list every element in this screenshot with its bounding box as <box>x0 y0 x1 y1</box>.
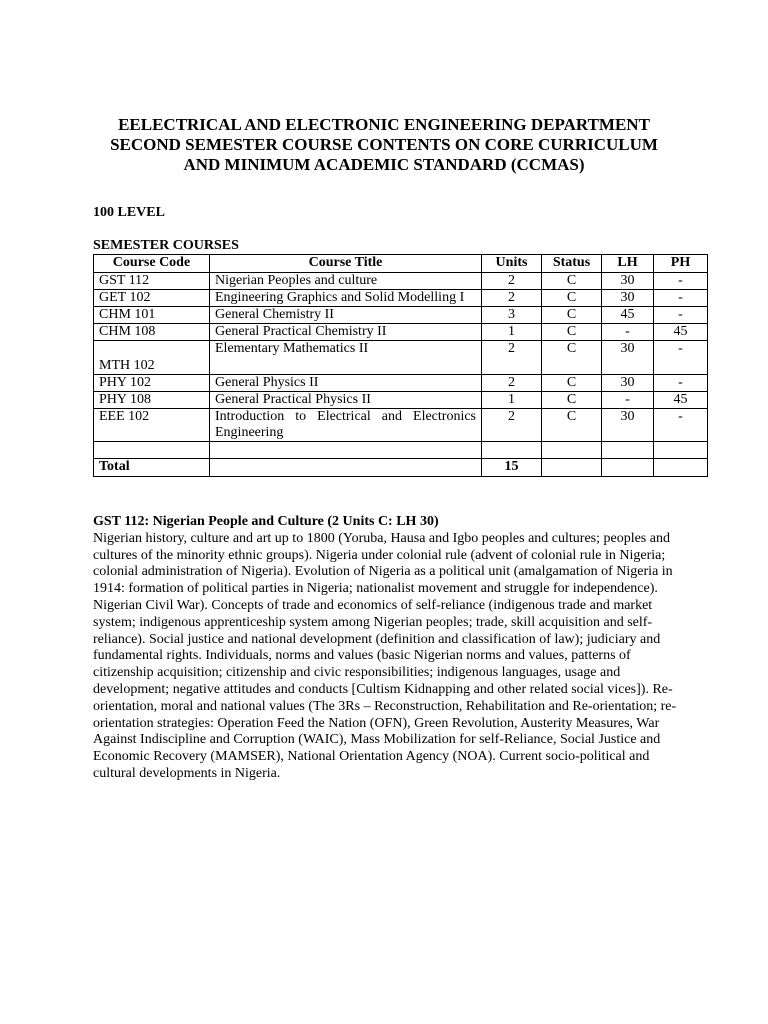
units-cell: 1 <box>482 324 542 341</box>
ph-cell: 45 <box>654 392 708 409</box>
units-cell: 2 <box>482 341 542 375</box>
table-row <box>94 324 708 341</box>
empty-cell <box>94 442 210 459</box>
level-heading: 100 LEVEL <box>93 205 165 220</box>
lh-cell: - <box>602 392 654 409</box>
table-header-row <box>94 255 708 273</box>
course-code-cell: PHY 102 <box>94 375 210 392</box>
units-cell: 1 <box>482 392 542 409</box>
title-line-1: EELECTRICAL AND ELECTRONIC ENGINEERING DEPARTMENT <box>118 115 650 134</box>
course-code-cell: PHY 108 <box>94 392 210 409</box>
table-row <box>94 307 708 324</box>
table-row <box>94 392 708 409</box>
ph-cell: - <box>654 307 708 324</box>
status-cell: C <box>542 307 602 324</box>
empty-cell <box>602 459 654 477</box>
lh-cell: 45 <box>602 307 654 324</box>
course-table <box>93 254 708 477</box>
table-row <box>94 341 708 375</box>
course-code-cell: GST 112 <box>94 273 210 290</box>
ph-cell: - <box>654 375 708 392</box>
empty-table-row <box>94 442 708 459</box>
course-title-cell: General Practical Physics II <box>210 392 482 409</box>
table-row <box>94 290 708 307</box>
course-code-cell: GET 102 <box>94 290 210 307</box>
units-cell: 2 <box>482 290 542 307</box>
ph-cell: - <box>654 273 708 290</box>
units-cell: 2 <box>482 409 542 442</box>
column-header-ph: PH <box>654 255 708 273</box>
course-title-cell: Introduction to Electrical and Electronics Engineering <box>210 409 482 442</box>
total-units: 15 <box>482 459 542 477</box>
ph-cell: 45 <box>654 324 708 341</box>
lh-cell: 30 <box>602 290 654 307</box>
column-header-units: Units <box>482 255 542 273</box>
column-header-course-title: Course Title <box>210 255 482 273</box>
total-row <box>94 459 708 477</box>
column-header-lh: LH <box>602 255 654 273</box>
course-title-cell: General Physics II <box>210 375 482 392</box>
ph-cell: - <box>654 341 708 375</box>
empty-cell <box>482 442 542 459</box>
empty-cell <box>654 459 708 477</box>
lh-cell: 30 <box>602 409 654 442</box>
units-cell: 2 <box>482 273 542 290</box>
course-description-body: Nigerian history, culture and art up to 1800 (Yoruba, Hausa and Igbo peoples and cultures; peoples and cultures of the minority ethnic groups). Nigeria under colonial rule (advent of colonial rule in Nigeria; colonial administration of Nigeria). Evolution of Nigeria as a political unit (amalgamation of Nigeria in 1914: formation of political parties in Nigeria; nationalist movement and struggle for independence). Nigerian Civil War). Concepts of trade and economics of self-reliance (indigenous trade and market system; indigenous apprenticeship system among Nigerian peoples; trade, skill acquisition and self-reliance). Social justice and national development (definition and classification of law); judiciary and fundamental rights. Individuals, norms and values (basic Nigerian norms and values, patterns of citizenship acquisition; citizenship and civic responsibilities; indigenous languages, usage and development; negative attitudes and conducts [Cultism Kidnapping and other related social vices]). Re-orientation, moral and national values (The 3Rs – Reconstruction, Rehabilitation and Re-orientation; re-orientation strategies: Operation Feed the Nation (OFN), Green Revolution, Austerity Measures, War Against Indiscipline and Corruption (WAIC), Mass Mobilization for self-Reliance, Social Justice and Economic Recovery (MAMSER), National Orientation Agency (NOA). Current socio-political and cultural developments in Nigeria. <box>93 530 677 781</box>
course-code-cell: CHM 101 <box>94 307 210 324</box>
course-title-cell: Elementary Mathematics II <box>210 341 482 375</box>
course-code-cell: CHM 108 <box>94 324 210 341</box>
course-title-cell: Nigerian Peoples and culture <box>210 273 482 290</box>
status-cell: C <box>542 290 602 307</box>
lh-cell: 30 <box>602 341 654 375</box>
title-line-3: AND MINIMUM ACADEMIC STANDARD (CCMAS) <box>183 155 585 174</box>
course-title-cell: General Practical Chemistry II <box>210 324 482 341</box>
lh-cell: 30 <box>602 375 654 392</box>
ph-cell: - <box>654 290 708 307</box>
empty-cell <box>210 442 482 459</box>
table-row <box>94 409 708 442</box>
ph-cell: - <box>654 409 708 442</box>
course-title-cell: Engineering Graphics and Solid Modelling I <box>210 290 482 307</box>
status-cell: C <box>542 409 602 442</box>
status-cell: C <box>542 392 602 409</box>
course-code-cell: MTH 102 <box>94 341 210 375</box>
empty-cell <box>602 442 654 459</box>
table-row <box>94 273 708 290</box>
empty-cell <box>542 442 602 459</box>
lh-cell: 30 <box>602 273 654 290</box>
status-cell: C <box>542 375 602 392</box>
table-row <box>94 375 708 392</box>
units-cell: 3 <box>482 307 542 324</box>
course-code-cell: EEE 102 <box>94 409 210 442</box>
column-header-status: Status <box>542 255 602 273</box>
lh-cell: - <box>602 324 654 341</box>
empty-cell <box>542 459 602 477</box>
total-label: Total <box>94 459 210 477</box>
document-title <box>60 115 708 175</box>
empty-cell <box>654 442 708 459</box>
status-cell: C <box>542 324 602 341</box>
title-line-2: SECOND SEMESTER COURSE CONTENTS ON CORE CURRICULUM <box>110 135 658 154</box>
empty-cell <box>210 459 482 477</box>
status-cell: C <box>542 273 602 290</box>
units-cell: 2 <box>482 375 542 392</box>
status-cell: C <box>542 341 602 375</box>
column-header-course-code: Course Code <box>94 255 210 273</box>
course-description-section <box>93 514 683 783</box>
course-title-cell: General Chemistry II <box>210 307 482 324</box>
semester-courses-heading: SEMESTER COURSES <box>93 238 239 253</box>
course-description-heading: GST 112: Nigerian People and Culture (2 Units C: LH 30) <box>93 514 439 529</box>
